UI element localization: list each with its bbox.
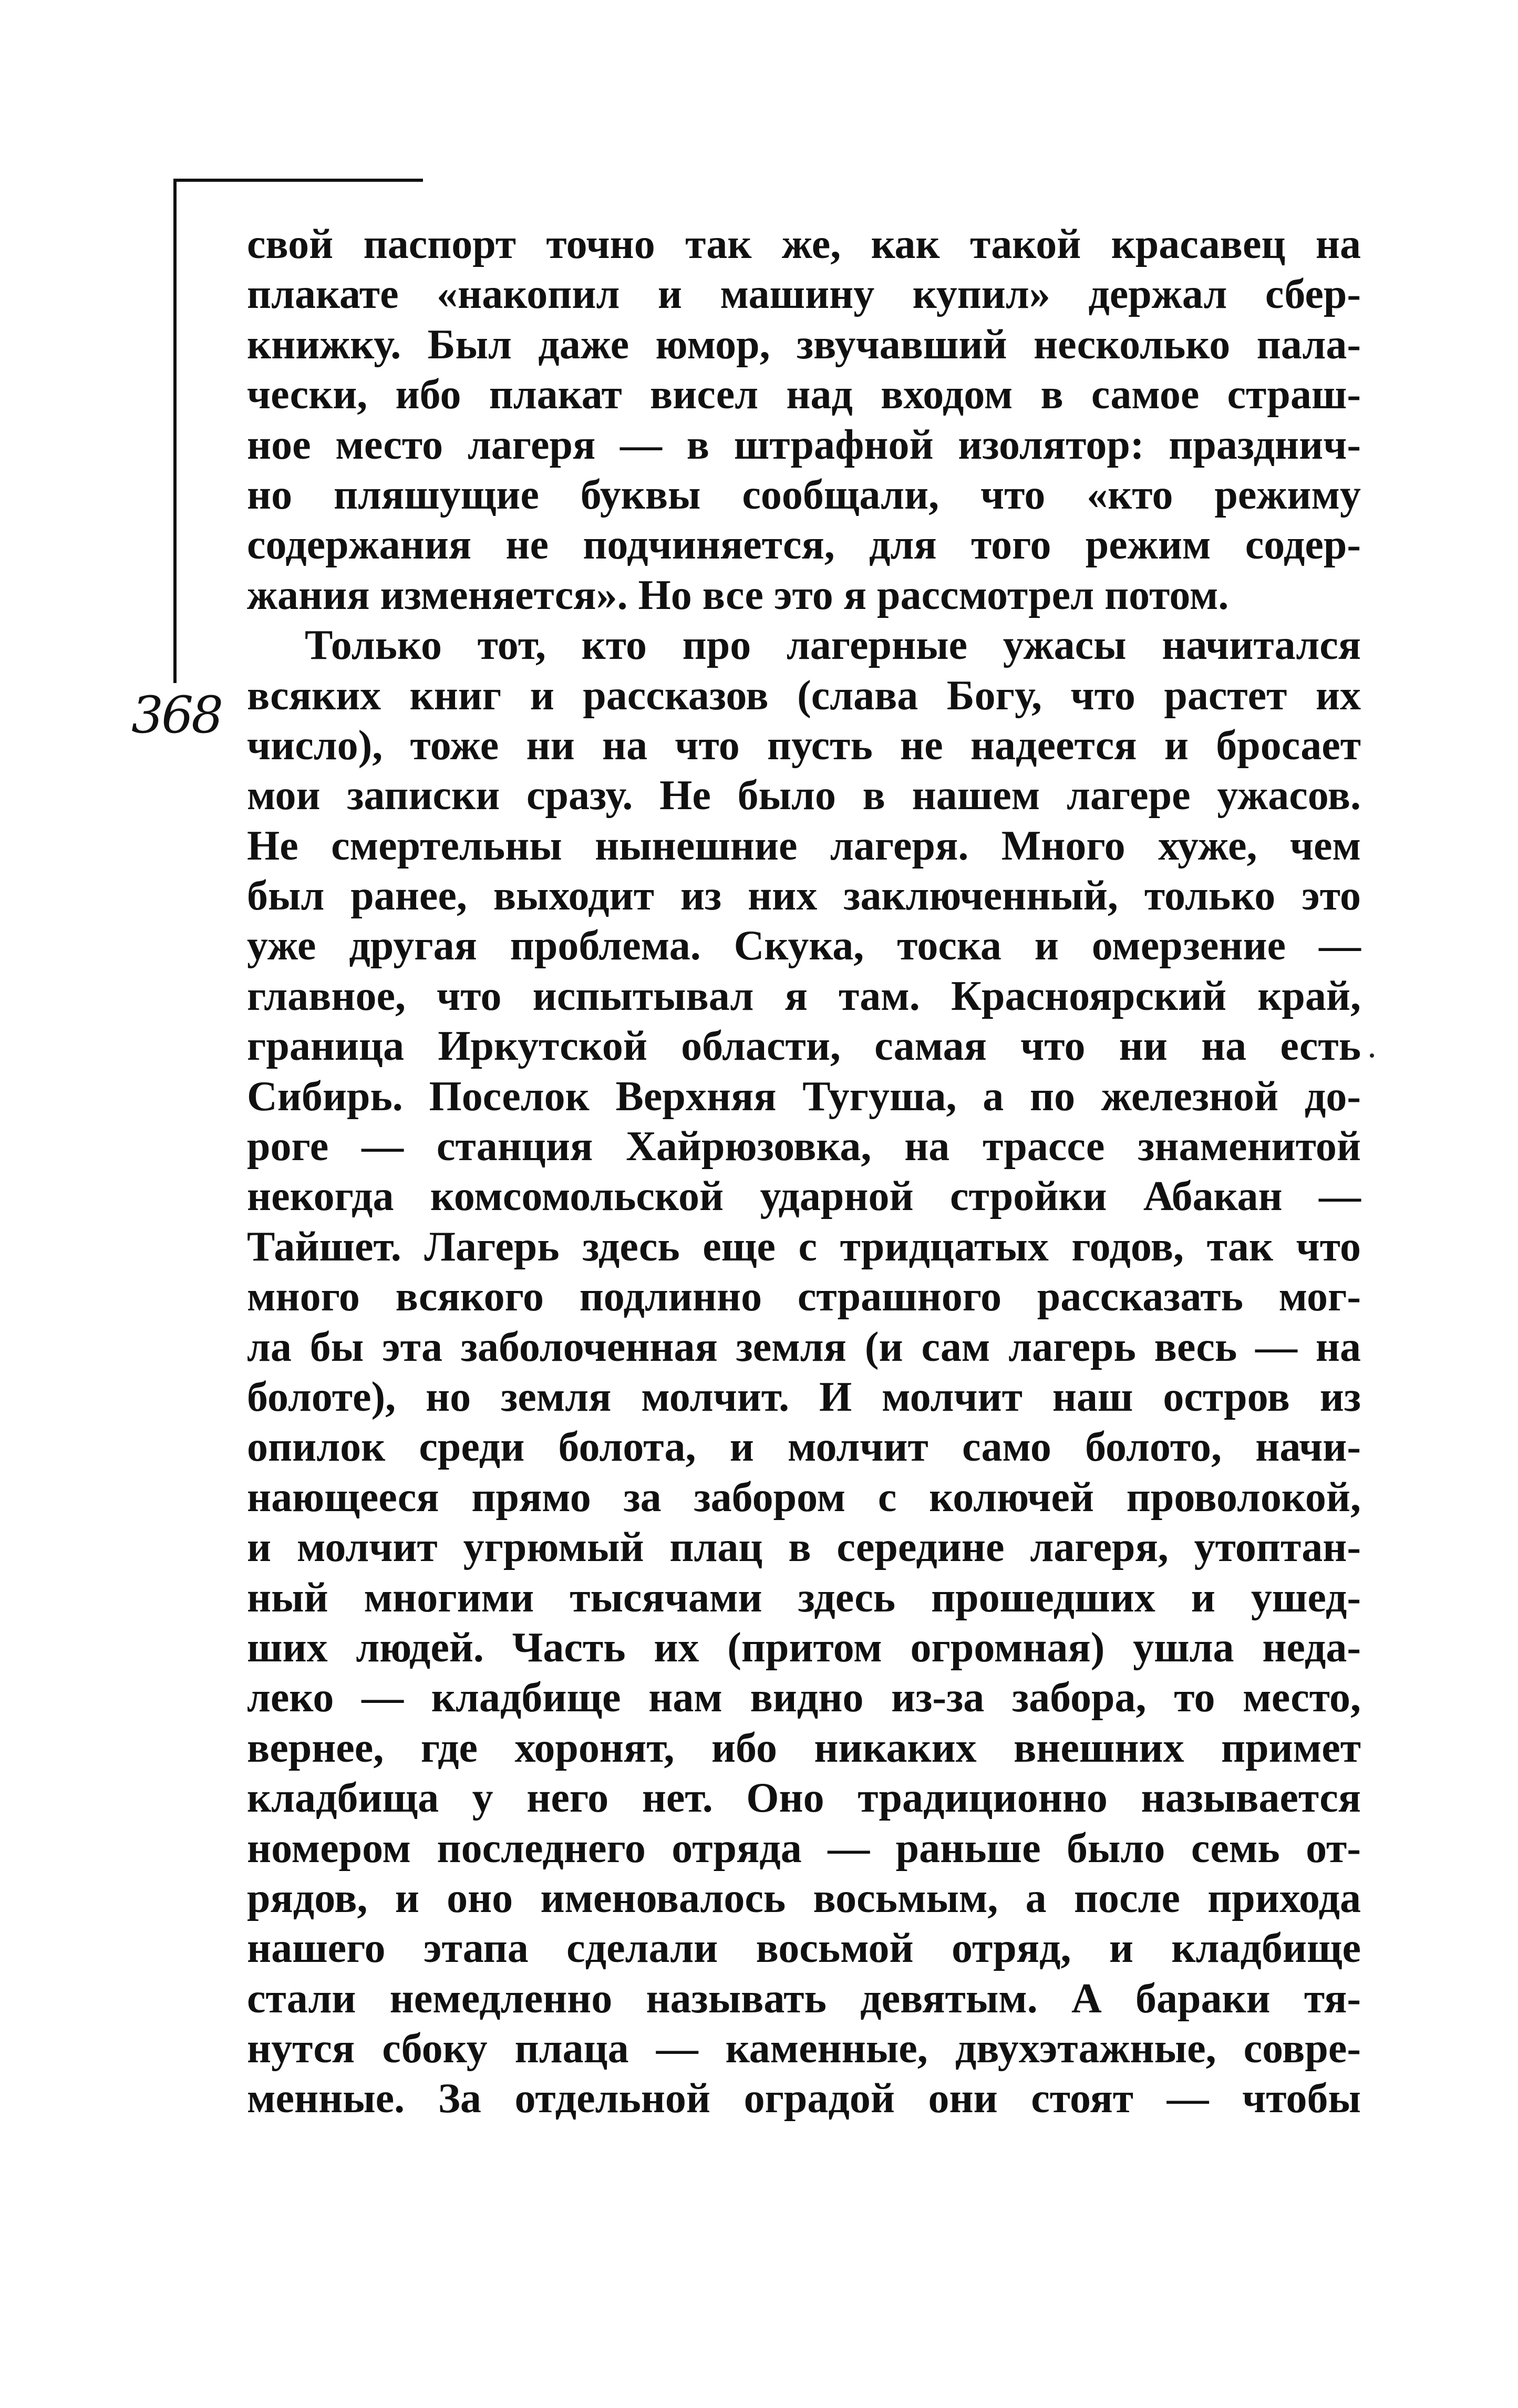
text-line: граница Иркутской области, самая что ни на есть — [247, 1023, 1361, 1070]
text-line: плакате «накопил и машину купил» держал сбер- — [247, 271, 1361, 318]
text-line: номером последнего отряда — раньше было семь от- — [247, 1825, 1361, 1872]
text-line: книжку. Был даже юмор, звучавший несколько пала- — [247, 321, 1361, 368]
text-line: опилок среди болота, и молчит само болото, начи- — [247, 1424, 1361, 1471]
text-line: был ранее, выходит из них заключенный, только это — [247, 873, 1361, 919]
text-line: содержания не подчиняется, для того режим содер- — [247, 522, 1361, 569]
text-line: вернее, где хоронят, ибо никаких внешних примет — [247, 1724, 1361, 1771]
text-line: нашего этапа сделали восьмой отряд, и кладбище — [247, 1925, 1361, 1972]
text-line: стали немедленно называть девятым. А бараки тя- — [247, 1975, 1361, 2022]
text-line: и молчит угрюмый плац в середине лагеря, утоптан- — [247, 1524, 1361, 1571]
text-line: число), тоже ни на что пусть не надеется и бросает — [247, 722, 1361, 769]
text-line: менные. За отдельной оградой они стоят — чтобы — [247, 2075, 1361, 2122]
text-line: ших людей. Часть их (притом огромная) ушла неда- — [247, 1624, 1361, 1671]
text-line: кладбища у него нет. Оно традиционно называется — [247, 1775, 1361, 1822]
text-line: уже другая проблема. Скука, тоска и омерзение — — [247, 923, 1361, 969]
text-line: ла бы эта заболоченная земля (и сам лагерь весь — на — [247, 1324, 1361, 1370]
text-line: чески, ибо плакат висел над входом в самое страш- — [247, 371, 1361, 418]
stray-ink-mark — [1370, 1053, 1374, 1058]
text-line: главное, что испытывал я там. Красноярский край, — [247, 973, 1361, 1019]
text-line: некогда комсомольской ударной стройки Абакан — — [247, 1173, 1361, 1220]
text-line: много всякого подлинно страшного рассказать мог- — [247, 1274, 1361, 1320]
text-line: Только тот, кто про лагерные ужасы начитался — [305, 622, 1361, 669]
text-line: но пляшущие буквы сообщали, что «кто режиму — [247, 471, 1361, 518]
text-line: жания изменяется». Но все это я рассмотрел потом. — [247, 572, 1229, 618]
text-line: мои записки сразу. Не было в нашем лагере ужасов. — [247, 772, 1361, 819]
margin-bracket-left — [173, 179, 177, 683]
text-line: всяких книг и рассказов (слава Богу, что растет их — [247, 672, 1361, 719]
text-line: свой паспорт точно так же, как такой красавец на — [247, 221, 1361, 267]
text-line: рядов, и оно именовалось восьмым, а после прихода — [247, 1875, 1361, 1921]
text-line: нающееся прямо за забором с колючей проволокой, — [247, 1474, 1361, 1521]
text-line: ный многими тысячами здесь прошедших и ушед- — [247, 1574, 1361, 1621]
text-line: нутся сбоку плаца — каменные, двухэтажные, совре- — [247, 2025, 1361, 2072]
margin-bracket-top — [173, 179, 423, 182]
text-line: ное место лагеря — в штрафной изолятор: празднич- — [247, 421, 1361, 468]
text-line: болоте), но земля молчит. И молчит наш остров из — [247, 1373, 1361, 1420]
text-line: Не смертельны нынешние лагеря. Много хуже, чем — [247, 822, 1361, 869]
text-line: роге — станция Хайрюзовка, на трассе знаменитой — [247, 1123, 1361, 1170]
text-line: Сибирь. Поселок Верхняя Тугуша, а по железной до- — [247, 1073, 1361, 1120]
text-line: Тайшет. Лагерь здесь еще с тридцатых годов, так что — [247, 1223, 1361, 1270]
text-line: леко — кладбище нам видно из-за забора, то место, — [247, 1675, 1361, 1721]
page-number: 368 — [131, 686, 222, 745]
body-text — [247, 220, 1361, 2124]
